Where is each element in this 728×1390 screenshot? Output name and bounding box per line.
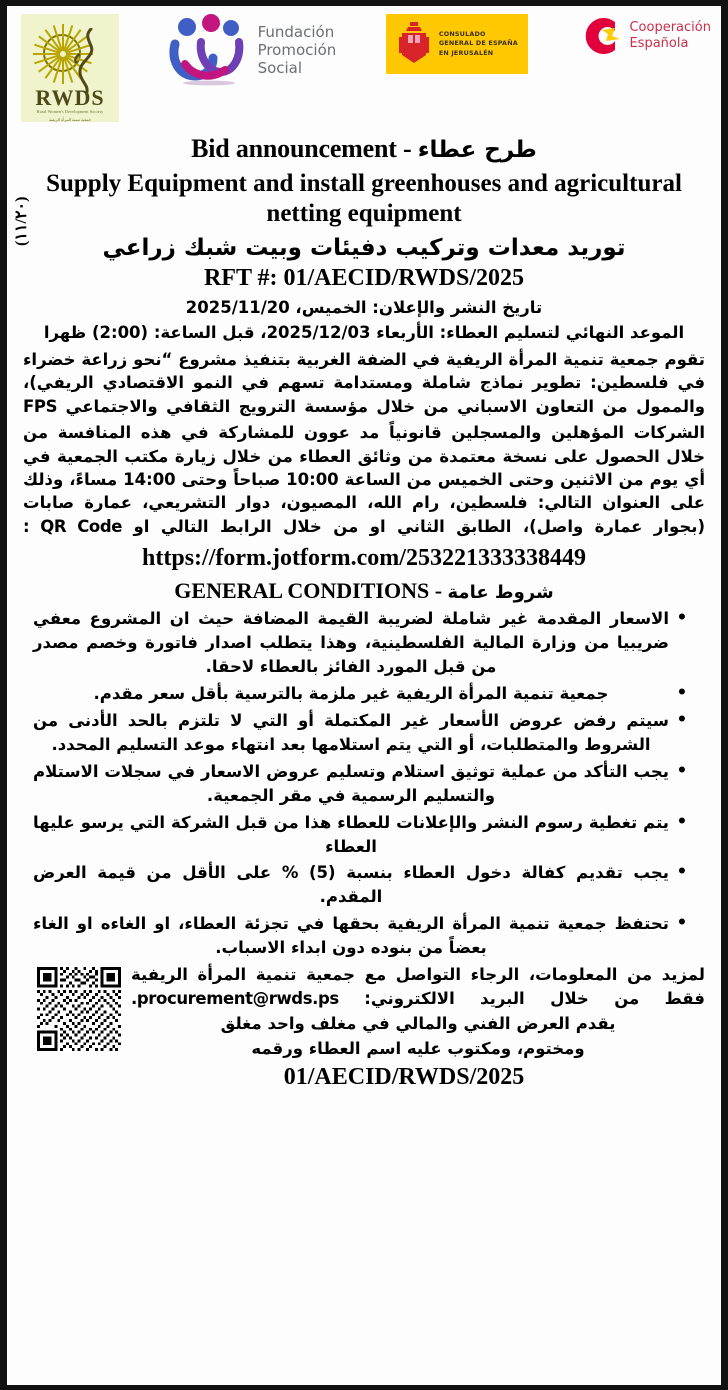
rwds-wordmark: RWDS [35, 85, 105, 110]
logo-cooperacion-espanola [577, 14, 711, 58]
subtitle-en: Supply Equipment and install greenhouses and agricultural netting equipment [46, 170, 682, 227]
cooperacion-line-2: Española [629, 36, 689, 51]
side-reference-code: (١١/٢٠) [13, 196, 30, 246]
submission-note-line-1: يقدم العرض الفني والمالي في مغلف واحد مغلق [220, 1013, 616, 1033]
title-separator: - [396, 134, 418, 163]
condition-item: • جمعية تنمية المرأة الريفية غير ملزمة بالترسية بأقل سعر مقدم. [33, 682, 687, 706]
title-ar: طرح عطاء [417, 137, 537, 163]
fundacion-line-1: Fundación [257, 22, 335, 41]
consulado-line-3: EN JERUSALÉN [438, 48, 494, 57]
woman-face-icon [71, 28, 105, 94]
tender-form-url[interactable]: https://form.jotform.com/253221333338449 [142, 545, 586, 572]
submission-note-line-2: ومختوم، ومكتوب عليه اسم العطاء ورقمه [251, 1039, 585, 1059]
logo-fundacion-promocion-social [169, 14, 337, 86]
footer-tender-code: 01/AECID/RWDS/2025 [283, 1063, 525, 1090]
subtitle-ar: توريد معدات وتركيب دفيئات وبيت شبك زراعي [102, 235, 626, 261]
rwds-subtitle-ar: جمعية تنمية المرأة الريفية [48, 117, 92, 122]
fundacion-line-3: Social [257, 59, 303, 78]
eligibility-paragraph: الشركات المؤهلين والمسجلين قانونياً مد عوون للمشاركة في هذه المنافسة من خلال الحصول على نسخة معتمدة من وثائق العطاء من خلال زيارة مكتب الجمعية في أي يوم من الاثنين وحتى الخميس من الساعة 10:00 صباحاً وحتى 14:00 مساءً، وذلك على العنوان التالي: فلسطين، رام الله، المصيون، دوار التشريعي، عمارة صابات (بجوار عمارة واصل)، الطابق الثاني او من خلال الرابط التالي او QR Code : [23, 423, 706, 536]
general-conditions-list [23, 607, 705, 960]
condition-item: • تحتفظ جمعية تنمية المرأة الريفية بحقها في تجزئة العطاء، او الغاءه او الغاء بعضاً من بنوده دون ابداء الاسباب. [33, 912, 687, 960]
fps-people-icon [169, 14, 251, 86]
condition-item: • الاسعار المقدمة غير شاملة لضريبة القيمة المضافة حيث ان المشروع معفي ضريبيا من وزارة المالية الفلسطينية، وهذا يتطلب اصدار فاتورة وخصم مصدر من قبل المورد الفائز بالعطاء لاحقا. [33, 607, 687, 679]
general-conditions-heading [23, 578, 705, 604]
consulado-line-1: CONSULADO [438, 30, 486, 39]
fundacion-line-2: Promoción [257, 40, 337, 59]
rwds-subtitle-en: Rural Women's Development Society [36, 109, 104, 114]
logo-rwds [21, 14, 119, 122]
consulado-line-2: GENERAL DE ESPAÑA [438, 39, 518, 48]
condition-item: • يجب تقديم كفالة دخول العطاء بنسبة (5) % على الأقل من قيمة العرض المقدم. [33, 861, 687, 909]
condition-item: • سيتم رفض عروض الأسعار غير المكتملة أو التي لا تلتزم بالحد الأدنى من الشروط والمتطلبات، أو التي يتم استلامها بعد انتهاء موعد التسليم المحدد. [33, 709, 687, 757]
condition-item: • يتم تغطية رسوم النشر والإعلانات للعطاء هذا من قبل الشركة التي يرسو عليها العطاء [33, 811, 687, 859]
gc-heading-en: GENERAL CONDITIONS [174, 578, 430, 604]
condition-item: • يجب التأكد من عملية توثيق استلام وتسليم عروض الاسعار في سجلات الاستلام والتسليم الرسمية في مقر الجمعية. [33, 760, 687, 808]
gc-heading-ar: شروط عامة [447, 582, 554, 604]
cooperacion-c-icon [577, 14, 623, 58]
title-en: Bid announcement [191, 134, 397, 163]
page-title [23, 134, 705, 164]
qr-code[interactable] [37, 967, 121, 1051]
logo-strip [13, 10, 715, 128]
rft-number: RFT #: 01/AECID/RWDS/2025 [203, 265, 525, 291]
intro-paragraph: تقوم جمعية تنمية المرأة الريفية في الضفة الغربية بتنفيذ مشروع “نحو زراعة خضراء في فلسطين: تطوير نماذج شاملة ومستدامة تسهم في النمو الاقتصادي الريفي)، والممول من التعاون الاسباني من خلال مؤسسة الترويج الثقافي والاجتماعي FPS [23, 349, 705, 416]
cooperacion-line-1: Cooperación [629, 20, 711, 36]
spain-coat-of-arms-icon [394, 21, 434, 67]
contact-info: لمزيد من المعلومات، الرجاء التواصل مع جمعية تنمية المرأة الريفية فقط من خلال البريد الالكتروني: procurement@rwds.ps. [131, 965, 705, 1008]
logo-consulado-espana [386, 14, 528, 74]
publication-date: تاريخ النشر والإعلان: الخميس، 2025/11/20 [185, 298, 543, 317]
content-area [13, 134, 715, 1091]
footer-row [23, 963, 705, 1091]
gc-heading-separator: - [429, 578, 448, 604]
submission-deadline: الموعد النهائي لتسليم العطاء: الأربعاء 2025/12/03، قبل الساعة: (2:00) ظهرا [43, 323, 685, 343]
